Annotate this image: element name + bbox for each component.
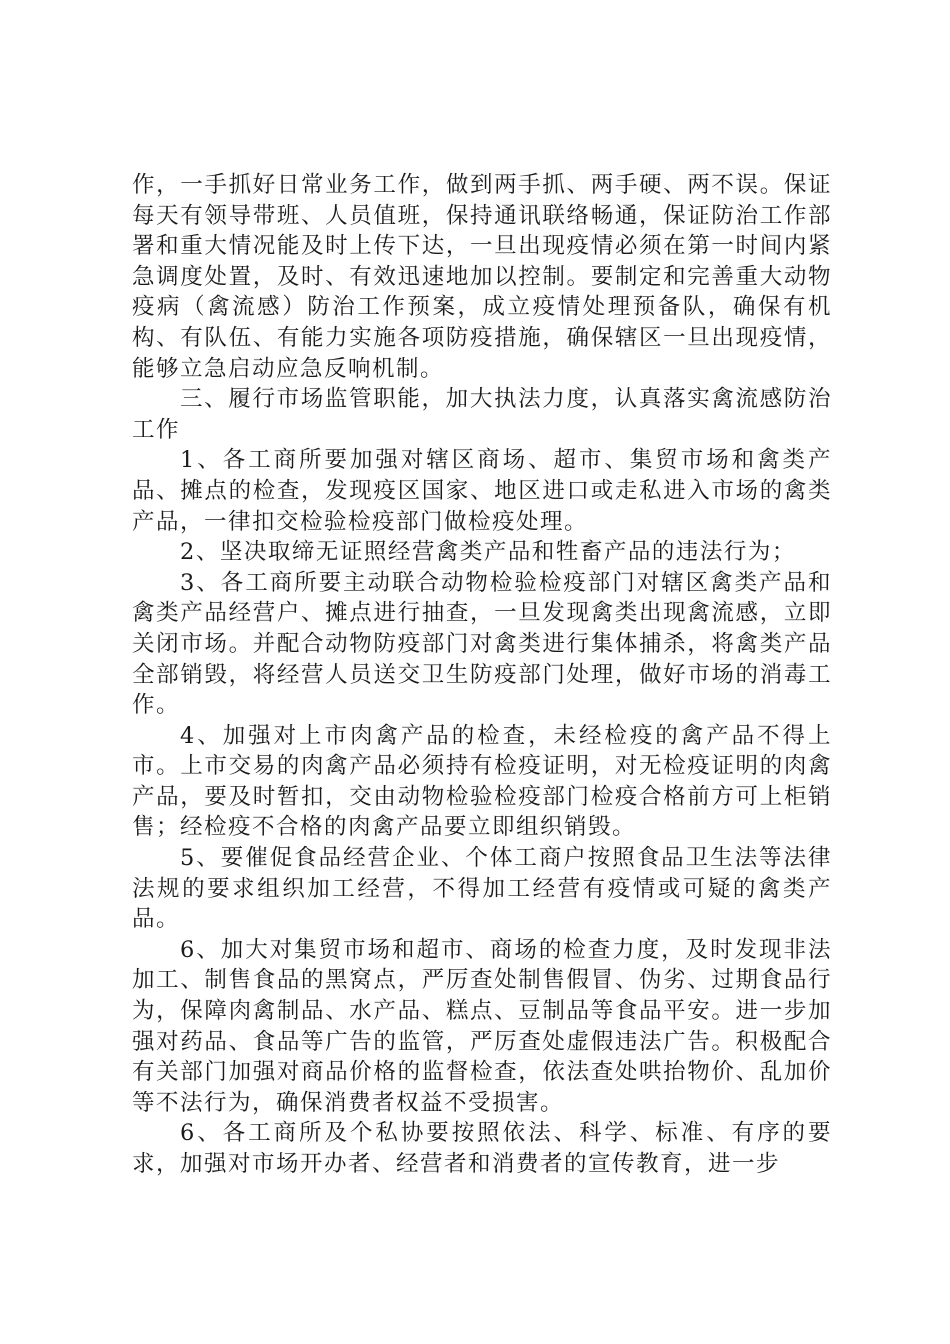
document-body <box>132 170 832 1180</box>
paragraph-item-1: 1、各工商所要加强对辖区商场、超市、集贸市场和禽类产品、摊点的检查，发现疫区国家、地区进口或走私进入市场的禽类产品，一律扣交检验检疫部门做检疫处理。 <box>132 447 832 535</box>
paragraph-item-2: 2、坚决取缔无证照经营禽类产品和牲畜产品的违法行为； <box>180 539 796 566</box>
paragraph-item-5: 5、要催促食品经营企业、个体工商户按照食品卫生法等法律法规的要求组织加工经营，不得加工经营有疫情或可疑的禽类产品。 <box>132 845 832 933</box>
paragraph-continuation: 作，一手抓好日常业务工作，做到两手抓、两手硬、两不误。保证每天有领导带班、人员值班，保持通讯联络畅通，保证防治工作部署和重大情况能及时上传下达，一旦出现疫情必须在第一时间内紧急调度处置，及时、有效迅速地加以控制。要制定和完善重大动物疫病（禽流感）防治工作预案，成立疫情处理预备队，确保有机构、有队伍、有能力实施各项防疫措施，确保辖区一旦出现疫情，能够立急启动应急反响机制。 <box>132 172 832 382</box>
paragraph-item-4: 4、加强对上市肉禽产品的检查，未经检疫的禽产品不得上市。上市交易的肉禽产品必须持有检疫证明，对无检疫证明的肉禽产品，要及时暂扣，交由动物检验检疫部门检疫合格前方可上柜销售；经检疫不合格的肉禽产品要立即组织销毁。 <box>132 722 832 841</box>
paragraph-item-3: 3、各工商所要主动联合动物检验检疫部门对辖区禽类产品和禽类产品经营户、摊点进行抽查，一旦发现禽类出现禽流感，立即关闭市场。并配合动物防疫部门对禽类进行集体捕杀，将禽类产品全部销毁，将经营人员送交卫生防疫部门处理，做好市场的消毒工作。 <box>132 569 832 719</box>
paragraph-item-6: 6、加大对集贸市场和超市、商场的检查力度，及时发现非法加工、制售食品的黑窝点，严厉查处制售假冒、伪劣、过期食品行为，保障肉禽制品、水产品、糕点、豆制品等食品平安。进一步加强对药品、食品等广告的监管，严厉查处虚假违法广告。积极配合有关部门加强对商品价格的监督检查，依法查处哄抬物价、乱加价等不法行为，确保消费者权益不受损害。 <box>132 936 832 1116</box>
section-heading-three: 三、履行市场监管职能，加大执法力度，认真落实禽流感防治工作 <box>132 386 832 443</box>
paragraph-item-6-second: 6、各工商所及个私协要按照依法、科学、标准、有序的要求，加强对市场开办者、经营者和消费者的宣传教育，进一步 <box>132 1120 832 1177</box>
